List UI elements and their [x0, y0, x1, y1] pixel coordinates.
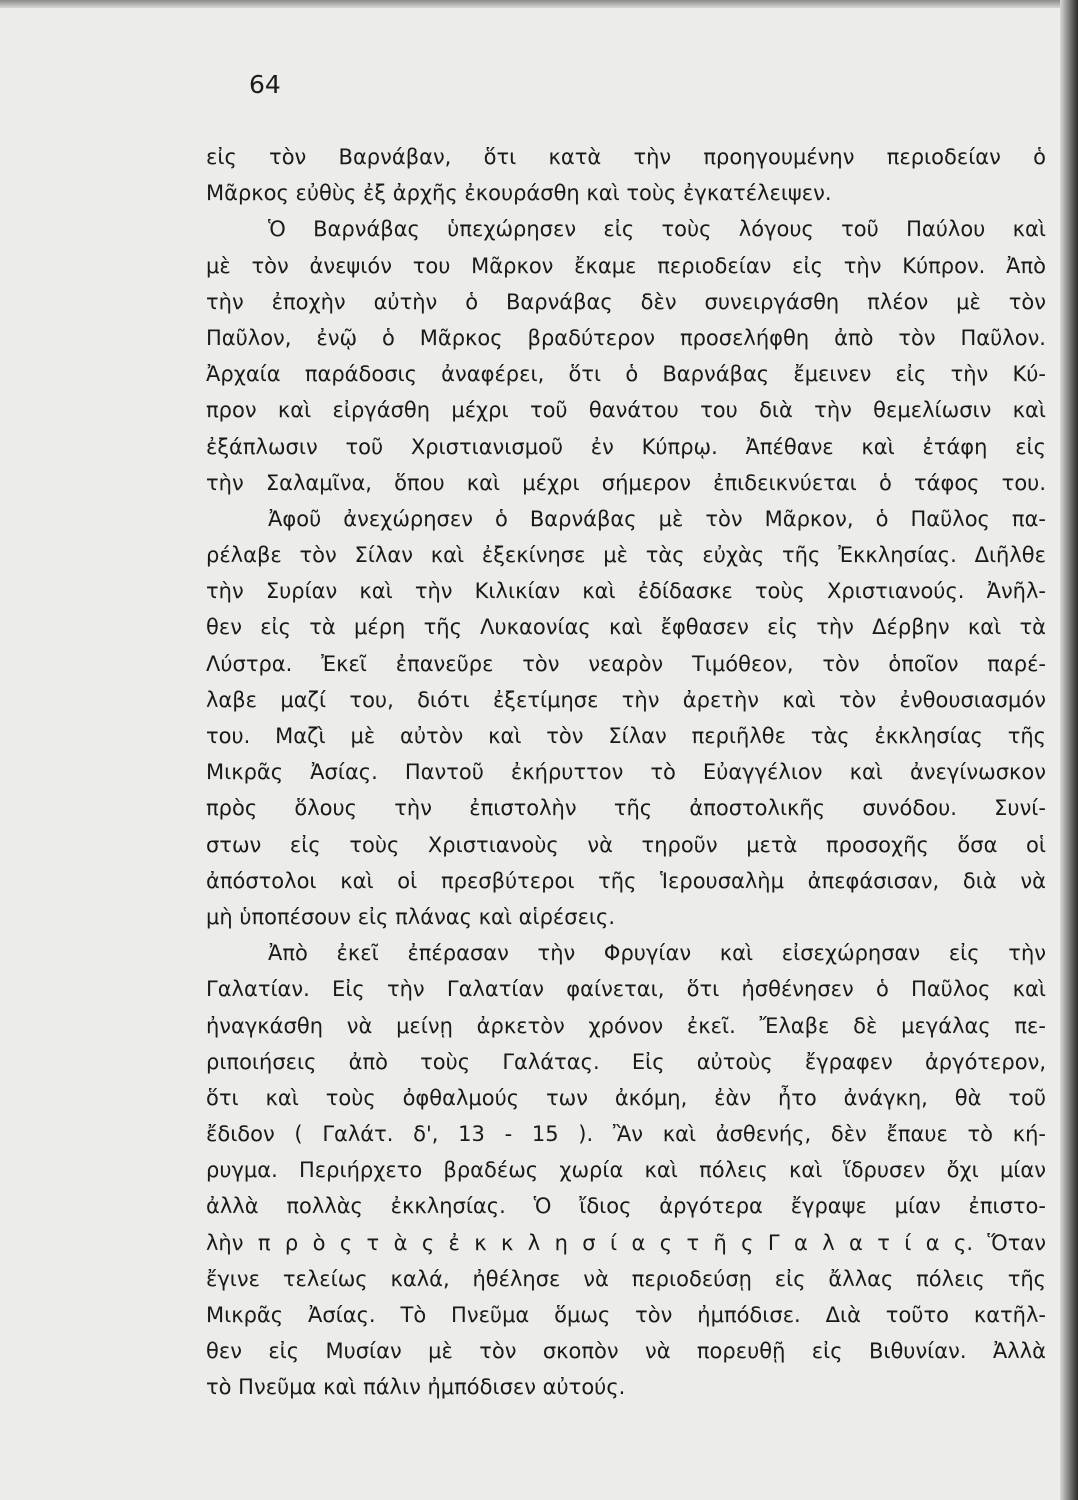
- text-line: λὴν π ρ ὸ ς τ ὰ ς ἐ κ κ λ η σ ί α ς τ ῆ ς Γ α λ α τ ί α ς. Ὅταν: [206, 1230, 1046, 1255]
- page-number: 64: [249, 70, 281, 99]
- text-line: πρὸς ὅλους τὴν ἐπιστολὴν τῆς ἀποστολικῆς συνόδου. Συνί-: [206, 796, 1046, 821]
- text-line: ἠναγκάσθη νὰ μείνῃ ἀρκετὸν χρόνον ἐκεῖ. Ἔλαβε δὲ μεγάλας πε-: [206, 1013, 1046, 1038]
- text-line: ἔγινε τελείως καλά, ἠθέλησε νὰ περιοδεύσῃ εἰς ἄλλας πόλεις τῆς: [206, 1266, 1046, 1291]
- paragraph-start-line: Ἀφοῦ ἀνεχώρησεν ὁ Βαρνάβας μὲ τὸν Μᾶρκον, ὁ Παῦλος πα-: [268, 506, 1046, 531]
- paragraph-start-line: Ἀπὸ ἐκεῖ ἐπέρασαν τὴν Φρυγίαν καὶ εἰσεχώρησαν εἰς τὴν: [268, 941, 1046, 966]
- text-line: ρέλαβε τὸν Σίλαν καὶ ἐξεκίνησε μὲ τὰς εὐχὰς τῆς Ἐκκλησίας. Διῆλθε: [206, 543, 1046, 568]
- page-binding-shadow: [1060, 0, 1078, 1500]
- text-line: ὅτι καὶ τοὺς ὀφθαλμούς των ἀκόμη, ἐὰν ἦτο ἀνάγκη, θὰ τοῦ: [206, 1085, 1046, 1110]
- text-line: τὴν ἐποχὴν αὐτὴν ὁ Βαρνάβας δὲν συνειργάσθη πλέον μὲ τὸν: [206, 289, 1046, 314]
- text-line: Ἀρχαία παράδοσις ἀναφέρει, ὅτι ὁ Βαρνάβας ἔμεινεν εἰς τὴν Κύ-: [206, 362, 1046, 387]
- text-line: θεν εἰς Μυσίαν μὲ τὸν σκοπὸν νὰ πορευθῇ εἰς Βιθυνίαν. Ἀλλὰ: [206, 1339, 1046, 1364]
- text-line: θεν εἰς τὰ μέρη τῆς Λυκαονίας καὶ ἔφθασεν εἰς τὴν Δέρβην καὶ τὰ: [206, 615, 1046, 640]
- text-line: ριποιήσεις ἀπὸ τοὺς Γαλάτας. Εἰς αὐτοὺς ἔγραφεν ἀργότερον,: [206, 1049, 1046, 1074]
- text-line: τὸ Πνεῦμα καὶ πάλιν ἠμπόδισεν αὐτούς.: [206, 1375, 626, 1400]
- text-line: Μικρᾶς Ἀσίας. Παντοῦ ἐκήρυττον τὸ Εὐαγγέλιον καὶ ἀνεγίνωσκον: [206, 760, 1046, 785]
- text-line: του. Μαζὶ μὲ αὐτὸν καὶ τὸν Σίλαν περιῆλθε τὰς ἐκκλησίας τῆς: [206, 724, 1046, 748]
- text-line: ἐξάπλωσιν τοῦ Χριστιανισμοῦ ἐν Κύπρῳ. Ἀπέθανε καὶ ἐτάφη εἰς: [206, 434, 1046, 459]
- text-line: τὴν Σαλαμῖνα, ὅπου καὶ μέχρι σήμερον ἐπιδεικνύεται ὁ τάφος του.: [206, 470, 1046, 495]
- text-line: ἔδιδον ( Γαλάτ. δ', 13 - 15 ). Ἂν καὶ ἀσθενής, δὲν ἔπαυε τὸ κή-: [206, 1122, 1046, 1147]
- text-line: στων εἰς τοὺς Χριστιανοὺς νὰ τηροῦν μετὰ προσοχῆς ὅσα οἱ: [206, 832, 1046, 857]
- page-top-edge-shadow: [0, 0, 1078, 8]
- text-line: μὴ ὑποπέσουν εἰς πλάνας καὶ αἱρέσεις.: [206, 904, 616, 929]
- text-line: Παῦλον, ἐνῷ ὁ Μᾶρκος βραδύτερον προσελήφθη ἀπὸ τὸν Παῦλον.: [206, 325, 1046, 350]
- paragraph-start-line: Ὁ Βαρνάβας ὑπεχώρησεν εἰς τοὺς λόγους τοῦ Παύλου καὶ: [268, 217, 1046, 242]
- text-line: εἰς τὸν Βαρνάβαν, ὅτι κατὰ τὴν προηγουμένην περιοδείαν ὁ: [206, 145, 1046, 169]
- text-line: ἀλλὰ πολλὰς ἐκκλησίας. Ὁ ἴδιος ἀργότερα ἔγραψε μίαν ἐπιστο-: [206, 1194, 1046, 1219]
- text-line: Γαλατίαν. Εἰς τὴν Γαλατίαν φαίνεται, ὅτι ἠσθένησεν ὁ Παῦλος καὶ: [206, 977, 1046, 1002]
- text-line: μὲ τὸν ἀνεψιόν του Μᾶρκον ἔκαμε περιοδείαν εἰς τὴν Κύπρον. Ἀπὸ: [206, 253, 1046, 278]
- text-line: Μᾶρκος εὐθὺς ἐξ ἀρχῆς ἐκουράσθη καὶ τοὺς ἐγκατέλειψεν.: [206, 181, 832, 206]
- text-line: ἀπόστολοι καὶ οἱ πρεσβύτεροι τῆς Ἱερουσαλὴμ ἀπεφάσισαν, διὰ νὰ: [206, 868, 1046, 893]
- text-line: τὴν Συρίαν καὶ τὴν Κιλικίαν καὶ ἐδίδασκε τοὺς Χριστιανούς. Ἀνῆλ-: [206, 579, 1046, 604]
- body-text: [206, 139, 1046, 1406]
- text-line: Λύστρα. Ἐκεῖ ἐπανεῦρε τὸν νεαρὸν Τιμόθεον, τὸν ὁποῖον παρέ-: [206, 651, 1046, 676]
- text-line: προν καὶ εἰργάσθη μέχρι τοῦ θανάτου του διὰ τὴν θεμελίωσιν καὶ: [206, 398, 1046, 423]
- text-line: Μικρᾶς Ἀσίας. Τὸ Πνεῦμα ὅμως τὸν ἠμπόδισε. Διὰ τοῦτο κατῆλ-: [206, 1303, 1046, 1327]
- text-line: λαβε μαζί του, διότι ἐξετίμησε τὴν ἀρετὴν καὶ τὸν ἐνθουσιασμόν: [206, 687, 1046, 712]
- text-line: ρυγμα. Περιήρχετο βραδέως χωρία καὶ πόλεις καὶ ἵδρυσεν ὄχι μίαν: [206, 1158, 1046, 1183]
